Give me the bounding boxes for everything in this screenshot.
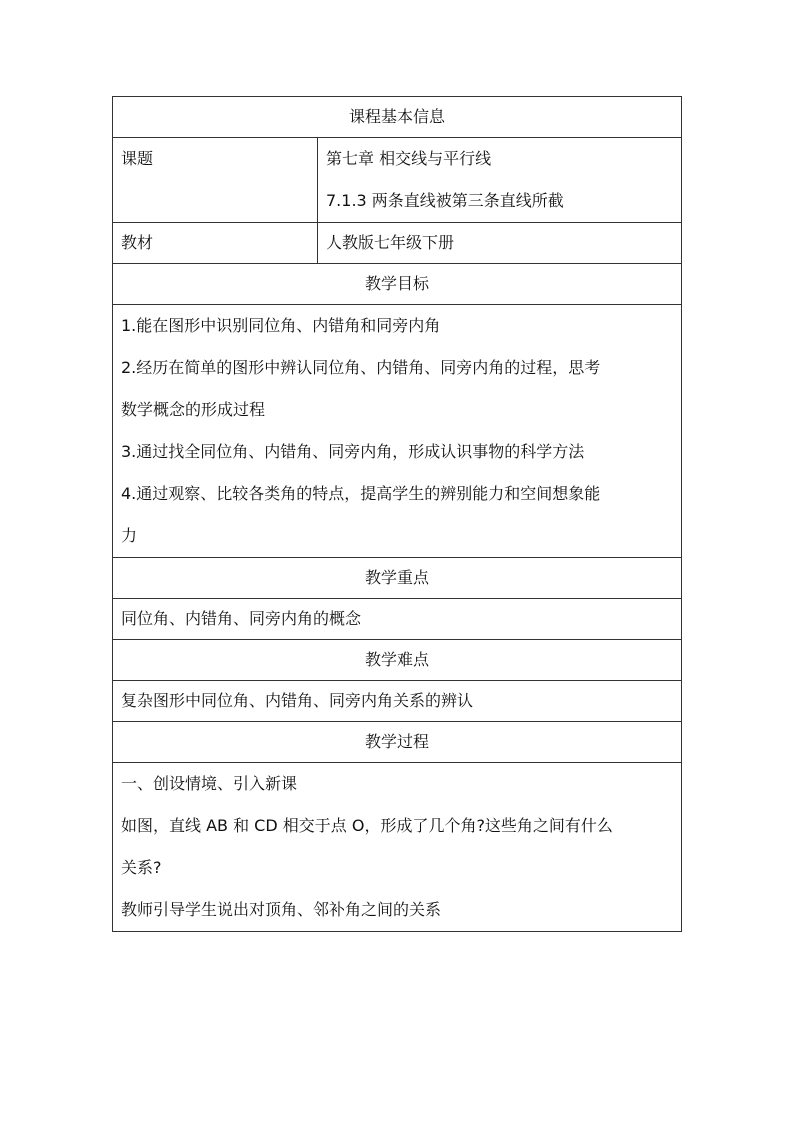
- textbook-row: [113, 223, 682, 264]
- difficulty-text: 复杂图形中同位角、内错角、同旁内角关系的辨认: [113, 681, 682, 722]
- process-header-row: [113, 722, 682, 763]
- process-line: 教师引导学生说出对顶角、邻补角之间的关系: [121, 900, 442, 919]
- textbook-value: 人教版七年级下册: [318, 223, 682, 264]
- basic-info-header: 课程基本信息: [113, 97, 682, 138]
- key-point-text: 同位角、内错角、同旁内角的概念: [113, 599, 682, 640]
- key-point-header: 教学重点: [113, 558, 682, 599]
- objective-item: 2.经历在简单的图形中辨认同位角、内错角、同旁内角的过程，思考: [121, 358, 601, 377]
- objectives-header-row: [113, 264, 682, 305]
- process-line: 关系?: [121, 858, 162, 877]
- key-point-row: [113, 599, 682, 640]
- objective-item: 4.通过观察、比较各类角的特点，提高学生的辨别能力和空间想象能: [121, 484, 601, 503]
- topic-line-1: 第七章 相交线与平行线: [326, 149, 492, 168]
- objectives-row: [113, 305, 682, 558]
- topic-line-2: 7.1.3 两条直线被第三条直线所截: [326, 191, 564, 210]
- key-point-header-row: [113, 558, 682, 599]
- objective-item: 1.能在图形中识别同位角、内错角和同旁内角: [121, 316, 441, 335]
- lesson-info-table: [112, 96, 682, 932]
- objectives-header: 教学目标: [113, 264, 682, 305]
- process-line: 如图，直线 AB 和 CD 相交于点 O，形成了几个角?这些角之间有什么: [121, 816, 613, 835]
- objective-item: 3.通过找全同位角、内错角、同旁内角，形成认识事物的科学方法: [121, 442, 585, 461]
- process-cell: [113, 763, 682, 932]
- difficulty-row: [113, 681, 682, 722]
- difficulty-header: 教学难点: [113, 640, 682, 681]
- topic-label: 课题: [113, 138, 318, 223]
- process-line: 一、创设情境、引入新课: [121, 774, 298, 793]
- process-header: 教学过程: [113, 722, 682, 763]
- objectives-cell: [113, 305, 682, 558]
- textbook-label: 教材: [113, 223, 318, 264]
- process-row: [113, 763, 682, 932]
- basic-info-header-row: [113, 97, 682, 138]
- objective-item: 力: [121, 526, 138, 545]
- topic-value-cell: [318, 138, 682, 223]
- difficulty-header-row: [113, 640, 682, 681]
- topic-row: [113, 138, 682, 223]
- objective-item: 数学概念的形成过程: [121, 400, 266, 419]
